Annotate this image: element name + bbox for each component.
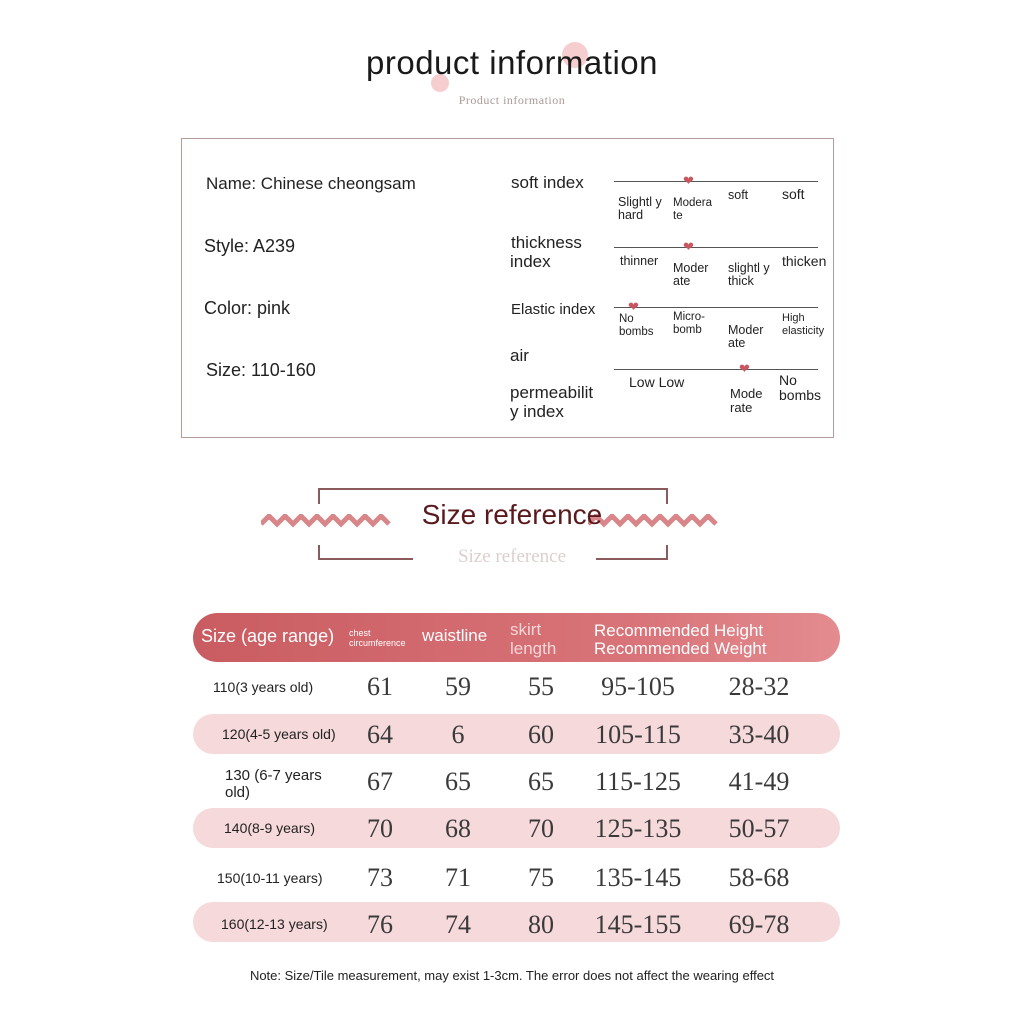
cell-chest: 67 [367,767,393,796]
thickness-option: thinner [620,254,659,268]
cell-weight: 28-32 [728,672,790,701]
air-index-label: permeabilit [510,383,594,402]
elastic-option: High elasticity [782,312,825,337]
table-row-size: 160(12-13 years) [221,916,328,932]
cell-waist: 65 [445,767,471,796]
thickness-index-scale [614,247,818,248]
cell-waist: 59 [445,672,471,701]
thickness-option: slightl y thick [728,261,770,288]
cell-height: 95-105 [601,672,675,701]
page-title: product information [366,44,658,81]
air-option: Low Low [629,374,685,390]
col-header-chest: circumference [349,638,406,648]
page-subtitle: Product information [458,93,566,107]
thickness-index-label: index [510,252,551,271]
size-reference-title: Size reference [421,499,603,530]
cell-height: 115-125 [595,767,681,796]
heart-marker-icon: ❤ [683,239,694,254]
thickness-index-label: thickness [511,233,582,252]
cell-weight: 33-40 [728,720,790,749]
soft-option: Slightl y hard [618,195,662,222]
cell-height: 125-135 [594,814,682,843]
cell-chest: 76 [367,910,393,939]
cell-skirt: 70 [528,814,554,843]
cell-height: 145-155 [594,910,682,939]
product-color: Color: pink [204,298,291,318]
table-row-size: 120(4-5 years old) [222,726,336,742]
cell-weight: 58-68 [728,863,790,892]
soft-option: soft [728,188,749,202]
cell-weight: 41-49 [728,767,790,796]
table-row-size: 140(8-9 years) [224,820,316,836]
cell-weight: 69-78 [728,910,790,939]
cell-height: 105-115 [595,720,681,749]
air-index-scale [614,369,818,370]
soft-option: Modera te [673,197,712,222]
col-header-skirt: skirt [510,620,542,639]
elastic-option: Micro- bomb [673,311,705,336]
table-row-size: old) [225,784,251,801]
air-index-label: air [510,346,529,365]
col-header-recommended: Recommended Height [594,621,764,640]
cell-waist: 71 [445,863,471,892]
elastic-index-label: Elastic index [511,301,596,318]
product-style: Style: A239 [204,236,296,256]
heart-marker-icon: ❤ [628,299,639,314]
air-option: No bombs [779,372,822,403]
cell-skirt: 55 [528,672,554,701]
col-header-recommended: Recommended Weight [594,639,767,658]
cell-weight: 50-57 [728,814,790,843]
thickness-option: thicken [782,253,827,269]
product-name: Name: Chinese cheongsam [206,174,416,193]
cell-waist: 74 [445,910,471,939]
size-reference-subtitle: Size reference [457,546,567,567]
heart-marker-icon: ❤ [683,173,694,188]
cell-skirt: 80 [528,910,554,939]
thickness-option: Moder ate [673,261,709,288]
soft-index-scale [614,181,818,182]
heart-marker-icon: ❤ [739,361,750,376]
measurement-note: Note: Size/Tile measurement, may exist 1-3cm. The error does not affect the wearing effect [249,968,775,983]
cell-height: 135-145 [594,863,682,892]
col-header-waist: waistline [422,626,488,645]
table-row-size: 130 (6-7 years [225,767,322,784]
air-index-label: y index [510,402,564,421]
cell-chest: 64 [367,720,393,749]
soft-index-label: soft index [511,173,584,192]
table-row-size: 110(3 years old) [213,679,314,695]
table-row-size: 150(10-11 years) [217,870,323,886]
cell-chest: 70 [367,814,393,843]
cell-waist: 6 [451,720,465,749]
elastic-option: Moder ate [728,323,764,350]
cell-chest: 61 [367,672,393,701]
soft-option: soft [782,186,805,202]
col-header-skirt: length [510,639,557,658]
cell-skirt: 60 [528,720,554,749]
elastic-index-scale [614,307,818,308]
cell-chest: 73 [367,863,393,892]
col-header-size: Size (age range) [201,626,335,646]
elastic-option: No bombs [619,313,654,338]
cell-skirt: 65 [528,767,554,796]
air-option: Mode rate [730,386,763,415]
product-size: Size: 110-160 [206,360,316,380]
cell-skirt: 75 [528,863,554,892]
cell-waist: 68 [445,814,471,843]
col-header-chest: chest [349,628,371,638]
